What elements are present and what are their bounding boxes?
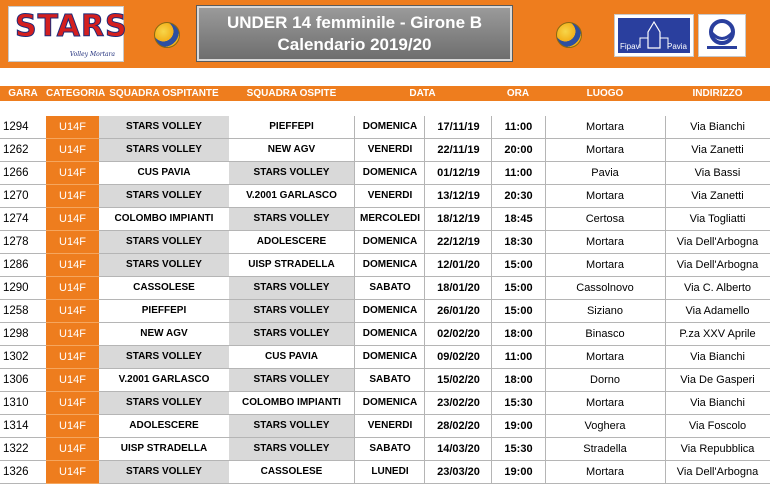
day-of-week: DOMENICA — [354, 346, 425, 369]
category: U14F — [46, 323, 99, 346]
table-row — [0, 231, 770, 254]
home-team: STARS VOLLEY — [99, 185, 229, 208]
match-time: 15:30 — [491, 438, 546, 461]
match-number: 1290 — [0, 277, 46, 300]
day-of-week: SABATO — [354, 438, 425, 461]
match-date: 26/01/20 — [424, 300, 492, 323]
away-team: STARS VOLLEY — [229, 438, 354, 461]
table-row — [0, 346, 770, 369]
category: U14F — [46, 369, 99, 392]
away-team: CUS PAVIA — [229, 346, 354, 369]
table-row — [0, 116, 770, 139]
away-team: NEW AGV — [229, 139, 354, 162]
header-banner — [0, 0, 770, 68]
home-team: NEW AGV — [99, 323, 229, 346]
match-number: 1286 — [0, 254, 46, 277]
away-team: STARS VOLLEY — [229, 369, 354, 392]
venue: Siziano — [545, 300, 666, 323]
match-number: 1302 — [0, 346, 46, 369]
match-date: 02/02/20 — [424, 323, 492, 346]
day-of-week: MERCOLEDI — [354, 208, 425, 231]
day-of-week: DOMENICA — [354, 323, 425, 346]
venue: Mortara — [545, 461, 666, 484]
address: Via Foscolo — [665, 415, 770, 438]
match-date: 28/02/20 — [424, 415, 492, 438]
match-time: 20:30 — [491, 185, 546, 208]
match-number: 1266 — [0, 162, 46, 185]
away-team: COLOMBO IMPIANTI — [229, 392, 354, 415]
away-team: STARS VOLLEY — [229, 208, 354, 231]
logo-text: STARS — [15, 9, 128, 44]
away-team: PIEFFEPI — [229, 116, 354, 139]
home-team: STARS VOLLEY — [99, 231, 229, 254]
day-of-week: DOMENICA — [354, 300, 425, 323]
venue: Cassolnovo — [545, 277, 666, 300]
category: U14F — [46, 277, 99, 300]
venue: Mortara — [545, 231, 666, 254]
category: U14F — [46, 392, 99, 415]
venue: Pavia — [545, 162, 666, 185]
match-time: 15:00 — [491, 300, 546, 323]
address: Via Bianchi — [665, 392, 770, 415]
volleyball-icon-right — [556, 22, 582, 48]
match-number: 1278 — [0, 231, 46, 254]
address: Via Zanetti — [665, 139, 770, 162]
away-team: STARS VOLLEY — [229, 415, 354, 438]
col-gara: GARA — [8, 88, 38, 99]
match-number: 1298 — [0, 323, 46, 346]
match-number: 1294 — [0, 116, 46, 139]
address: Via Dell'Arbogna — [665, 231, 770, 254]
home-team: CUS PAVIA — [99, 162, 229, 185]
category: U14F — [46, 461, 99, 484]
table-row — [0, 415, 770, 438]
match-date: 12/01/20 — [424, 254, 492, 277]
address: Via Adamello — [665, 300, 770, 323]
match-time: 20:00 — [491, 139, 546, 162]
match-date: 17/11/19 — [424, 116, 492, 139]
table-row — [0, 461, 770, 484]
away-team: ADOLESCERE — [229, 231, 354, 254]
federation-mark-icon — [699, 15, 745, 56]
match-time: 11:00 — [491, 346, 546, 369]
day-of-week: DOMENICA — [354, 392, 425, 415]
match-number: 1262 — [0, 139, 46, 162]
address: Via Dell'Arbogna — [665, 461, 770, 484]
match-time: 18:30 — [491, 231, 546, 254]
table-row — [0, 254, 770, 277]
match-time: 15:30 — [491, 392, 546, 415]
away-team: STARS VOLLEY — [229, 162, 354, 185]
category: U14F — [46, 231, 99, 254]
address: Via C. Alberto — [665, 277, 770, 300]
logo-subtitle: Volley Mortara — [69, 51, 115, 58]
category: U14F — [46, 415, 99, 438]
match-date: 23/03/20 — [424, 461, 492, 484]
table-row — [0, 208, 770, 231]
table-row — [0, 438, 770, 461]
match-number: 1322 — [0, 438, 46, 461]
day-of-week: SABATO — [354, 277, 425, 300]
category: U14F — [46, 300, 99, 323]
home-team: ADOLESCERE — [99, 415, 229, 438]
match-time: 11:00 — [491, 116, 546, 139]
header-spacer — [0, 101, 770, 116]
match-date: 01/12/19 — [424, 162, 492, 185]
match-time: 19:00 — [491, 461, 546, 484]
match-number: 1274 — [0, 208, 46, 231]
match-time: 18:45 — [491, 208, 546, 231]
day-of-week: LUNEDI — [354, 461, 425, 484]
address: Via Togliatti — [665, 208, 770, 231]
col-ora: ORA — [506, 88, 530, 99]
address: Via De Gasperi — [665, 369, 770, 392]
col-luogo: LUOGO — [586, 88, 624, 99]
match-date: 14/03/20 — [424, 438, 492, 461]
venue: Mortara — [545, 139, 666, 162]
venue: Mortara — [545, 346, 666, 369]
category: U14F — [46, 116, 99, 139]
address: Via Repubblica — [665, 438, 770, 461]
match-date: 23/02/20 — [424, 392, 492, 415]
col-categoria: CATEGORIA — [46, 88, 106, 99]
home-team: PIEFFEPI — [99, 300, 229, 323]
match-date: 18/01/20 — [424, 277, 492, 300]
match-date: 09/02/20 — [424, 346, 492, 369]
match-date: 22/11/19 — [424, 139, 492, 162]
stars-volley-logo — [8, 6, 128, 62]
day-of-week: VENERDI — [354, 415, 425, 438]
home-team: V.2001 GARLASCO — [99, 369, 229, 392]
match-number: 1270 — [0, 185, 46, 208]
home-team: UISP STRADELLA — [99, 438, 229, 461]
table-row — [0, 369, 770, 392]
day-of-week: DOMENICA — [354, 231, 425, 254]
col-squadra-ospite: SQUADRA OSPITE — [246, 88, 337, 99]
venue: Stradella — [545, 438, 666, 461]
match-date: 18/12/19 — [424, 208, 492, 231]
venue: Voghera — [545, 415, 666, 438]
match-date: 22/12/19 — [424, 231, 492, 254]
table-row — [0, 277, 770, 300]
away-team: STARS VOLLEY — [229, 300, 354, 323]
match-time: 11:00 — [491, 162, 546, 185]
home-team: STARS VOLLEY — [99, 461, 229, 484]
away-team: STARS VOLLEY — [229, 323, 354, 346]
col-indirizzo: INDIRIZZO — [692, 88, 743, 99]
venue: Mortara — [545, 254, 666, 277]
match-time: 18:00 — [491, 323, 546, 346]
address: Via Dell'Arbogna — [665, 254, 770, 277]
address: P.za XXV Aprile — [665, 323, 770, 346]
venue: Certosa — [545, 208, 666, 231]
day-of-week: SABATO — [354, 369, 425, 392]
venue: Binasco — [545, 323, 666, 346]
venue: Mortara — [545, 185, 666, 208]
match-time: 18:00 — [491, 369, 546, 392]
category: U14F — [46, 208, 99, 231]
table-header — [0, 86, 770, 101]
fipav-label: Fipav — [620, 42, 640, 51]
table-row — [0, 139, 770, 162]
day-of-week: DOMENICA — [354, 116, 425, 139]
category: U14F — [46, 139, 99, 162]
home-team: CASSOLESE — [99, 277, 229, 300]
away-team: STARS VOLLEY — [229, 277, 354, 300]
table-row — [0, 323, 770, 346]
fipav-logo-panel — [618, 18, 690, 53]
federation-volleyball-icon — [698, 14, 746, 57]
home-team: STARS VOLLEY — [99, 254, 229, 277]
volleyball-icon — [154, 22, 180, 48]
match-time: 19:00 — [491, 415, 546, 438]
address: Via Bianchi — [665, 116, 770, 139]
table-row — [0, 300, 770, 323]
col-squadra-ospitante: SQUADRA OSPITANTE — [109, 88, 219, 99]
venue: Dorno — [545, 369, 666, 392]
venue: Mortara — [545, 116, 666, 139]
home-team: STARS VOLLEY — [99, 346, 229, 369]
table-row — [0, 185, 770, 208]
day-of-week: VENERDI — [354, 185, 425, 208]
day-of-week: VENERDI — [354, 139, 425, 162]
day-of-week: DOMENICA — [354, 254, 425, 277]
match-number: 1306 — [0, 369, 46, 392]
table-row — [0, 392, 770, 415]
address: Via Bianchi — [665, 346, 770, 369]
category: U14F — [46, 185, 99, 208]
venue: Mortara — [545, 392, 666, 415]
away-team: CASSOLESE — [229, 461, 354, 484]
home-team: COLOMBO IMPIANTI — [99, 208, 229, 231]
pavia-label: Pavia — [666, 42, 687, 51]
match-time: 15:00 — [491, 277, 546, 300]
match-time: 15:00 — [491, 254, 546, 277]
day-of-week: DOMENICA — [354, 162, 425, 185]
address: Via Bassi — [665, 162, 770, 185]
category: U14F — [46, 254, 99, 277]
title-line-2: Calendario 2019/20 — [277, 35, 432, 54]
away-team: UISP STRADELLA — [229, 254, 354, 277]
match-number: 1310 — [0, 392, 46, 415]
match-number: 1314 — [0, 415, 46, 438]
fipav-logo — [614, 14, 694, 57]
category: U14F — [46, 346, 99, 369]
home-team: STARS VOLLEY — [99, 116, 229, 139]
table-row — [0, 162, 770, 185]
away-team: V.2001 GARLASCO — [229, 185, 354, 208]
match-number: 1258 — [0, 300, 46, 323]
col-data: DATA — [409, 88, 436, 99]
category: U14F — [46, 438, 99, 461]
match-date: 15/02/20 — [424, 369, 492, 392]
title-line-1: UNDER 14 femminile - Girone B — [226, 13, 483, 32]
home-team: STARS VOLLEY — [99, 139, 229, 162]
category: U14F — [46, 162, 99, 185]
address: Via Zanetti — [665, 185, 770, 208]
home-team: STARS VOLLEY — [99, 392, 229, 415]
match-number: 1326 — [0, 461, 46, 484]
page-title — [197, 6, 512, 61]
match-date: 13/12/19 — [424, 185, 492, 208]
